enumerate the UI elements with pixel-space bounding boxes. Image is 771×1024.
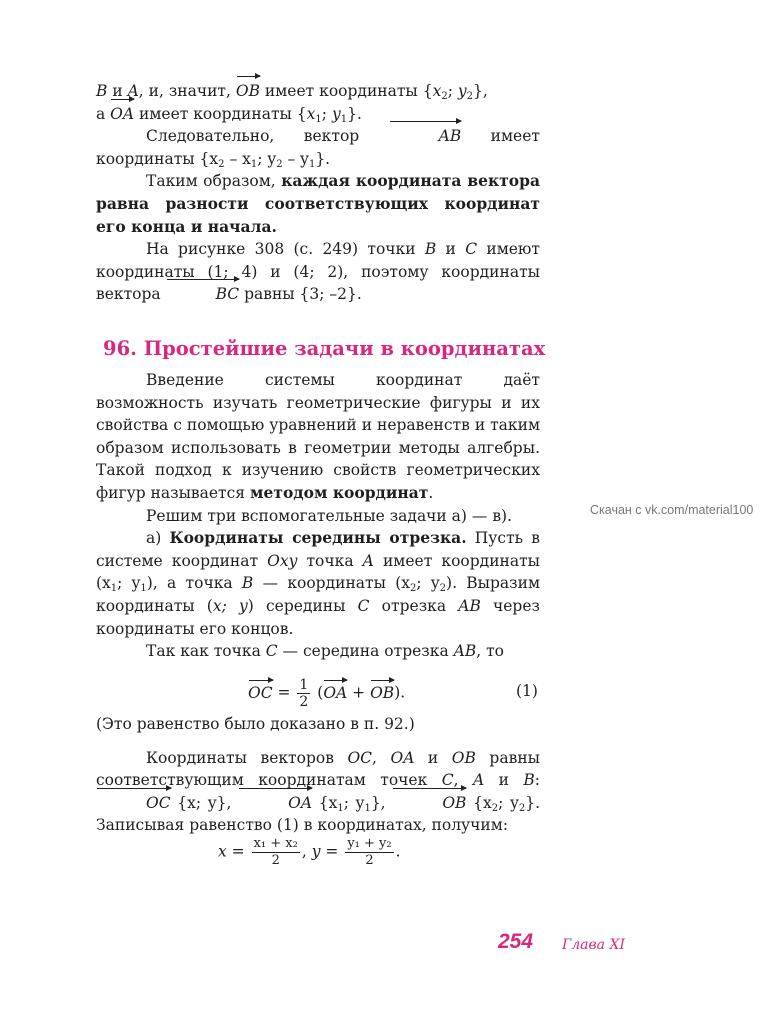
text: , <box>453 771 473 790</box>
point-a: A <box>472 771 485 790</box>
text: ). <box>394 683 406 702</box>
text: На рисунке 308 (с. 249) точки <box>146 240 425 259</box>
section-body-continued <box>96 713 540 837</box>
section-heading: 96. Простейшие задачи в координатах <box>103 337 546 360</box>
var-y: y <box>331 104 341 123</box>
text: {x <box>312 793 338 812</box>
text: ; y <box>343 793 365 812</box>
equation-number: (1) <box>516 682 538 700</box>
text: , и, значит, <box>138 82 236 100</box>
term-coordinate-method: методом координат <box>250 482 429 502</box>
text: {x <box>466 793 492 812</box>
text: Следовательно, вектор <box>146 127 389 146</box>
vector-bc: BC <box>166 283 240 306</box>
text: }. <box>315 149 331 168</box>
text: ( <box>312 683 324 702</box>
var-x: x <box>306 104 316 123</box>
section-body <box>96 369 540 663</box>
reference-note: (Это равенство было доказано в п. 92.) <box>96 715 415 733</box>
point-c: C <box>265 642 278 661</box>
text: , <box>301 842 312 861</box>
point-c: C <box>465 240 478 259</box>
vector-oa: OA <box>323 683 348 702</box>
text: + <box>347 683 371 702</box>
point-b: B <box>241 574 254 593</box>
subscript: 2 <box>491 802 499 814</box>
fraction-y <box>345 836 393 869</box>
subscript: 2 <box>441 91 448 102</box>
text: Так как точка <box>146 642 266 661</box>
text: — координаты (x <box>253 574 411 593</box>
text: отрезка <box>369 596 459 615</box>
text: и <box>484 771 524 790</box>
formula-midpoint-vector <box>248 677 405 710</box>
text: и <box>436 240 466 259</box>
text: . <box>428 483 434 502</box>
subscript: 2 <box>410 583 417 595</box>
fraction-half <box>297 677 310 710</box>
text: Таким образом, <box>146 172 282 191</box>
vector-oc: OC <box>248 683 273 702</box>
subscript: 1 <box>140 583 147 595</box>
point-b: B <box>523 771 535 790</box>
text: }. <box>347 104 362 123</box>
text: через координаты его концов. <box>96 596 540 638</box>
vector-ob: OB <box>370 683 395 702</box>
text: точка <box>297 551 363 570</box>
point-a: A <box>362 551 374 570</box>
text: ), а точка <box>146 574 242 593</box>
subscript: 1 <box>110 583 118 595</box>
text: ; <box>321 104 332 123</box>
subscript: 1 <box>337 802 344 814</box>
subscript: 1 <box>250 158 258 170</box>
denominator: 2 <box>365 853 374 868</box>
denominator: 2 <box>271 853 280 868</box>
text: ; <box>447 82 458 100</box>
var-xy: x; y <box>212 596 248 615</box>
text: имеют координаты (1; 4) и (4; 2), поэтому координаты вектора <box>96 240 540 304</box>
text: = <box>226 842 250 861</box>
text: Записывая равенство (1) в координатах, получим: <box>96 816 509 835</box>
text: . <box>395 842 401 861</box>
text: имеет координаты { <box>259 82 433 100</box>
vector-oa: OA <box>110 103 134 126</box>
numerator: x₁ + x₂ <box>253 836 298 851</box>
vector-ob: OB <box>392 792 466 815</box>
text: , <box>372 748 391 767</box>
paragraph-vector-coords <box>96 80 540 306</box>
var-x: x <box>218 842 227 861</box>
point-a: A <box>127 82 139 100</box>
subscript: 2 <box>466 91 473 102</box>
task-title: Координаты середины отрезка. <box>169 528 467 548</box>
vector-ob: OB <box>236 80 260 103</box>
var-y: y <box>457 82 467 100</box>
var-x: x <box>432 82 442 100</box>
text: }, <box>472 82 488 100</box>
page-number: 254 <box>498 930 534 953</box>
text: = <box>272 683 296 702</box>
watermark-text: Скачан с vk.com/material100 <box>590 503 754 517</box>
task-label: а) <box>146 529 170 548</box>
text: равны {3; –2}. <box>239 285 362 304</box>
text: — середина отрезка <box>277 642 454 661</box>
subscript: 1 <box>364 802 371 814</box>
text: , то <box>476 642 504 661</box>
vector-ab: AB <box>389 125 462 148</box>
vector-name: OB <box>451 748 476 767</box>
text: ; y <box>416 574 440 593</box>
vector-name: OA <box>390 748 415 767</box>
text: а <box>96 104 111 123</box>
subscript: 1 <box>308 158 316 170</box>
system-oxy: Oxy <box>267 551 298 570</box>
denominator: 2 <box>299 694 309 710</box>
text: имеет координаты {x <box>96 127 540 168</box>
text: {x; y}, <box>170 793 239 812</box>
subscript: 2 <box>518 802 526 814</box>
text: ; y <box>257 149 277 168</box>
text: }. <box>525 793 541 812</box>
text: }, <box>370 793 393 812</box>
var-y: y <box>311 842 321 861</box>
text: Введение системы координат даёт возможность изучать геометрические фигуры и их свойства с помощью уравнений и неравенств и таким образом использовать в геометрии методы алгебры. Такой подход к изучению свойств геометрических фигур называется <box>96 371 540 502</box>
subscript: 2 <box>218 158 225 170</box>
text: ; y <box>498 793 519 812</box>
text: ) середины <box>247 596 358 615</box>
point-b: B <box>96 82 108 100</box>
subscript: 2 <box>276 158 283 170</box>
fraction-x <box>252 836 300 869</box>
text: имеет координаты (x <box>96 551 541 593</box>
formula-midpoint-coords <box>218 836 401 869</box>
numerator: y₁ + y₂ <box>347 836 392 851</box>
text: и <box>107 82 128 100</box>
point-b: B <box>424 240 437 259</box>
text: ; y <box>117 574 141 593</box>
vector-oc: OC <box>96 792 171 815</box>
point-c: C <box>441 771 454 790</box>
segment-ab: AB <box>453 642 477 661</box>
point-c: C <box>357 596 370 615</box>
text: : <box>534 771 541 790</box>
text: – x <box>224 149 251 168</box>
text: и <box>414 748 452 767</box>
subscript: 1 <box>315 113 322 125</box>
text: Координаты векторов <box>146 748 348 767</box>
vector-oa: OA <box>238 792 312 815</box>
text: ). Выразим координаты ( <box>96 574 541 615</box>
chapter-label: Глава XI <box>562 937 625 953</box>
rule-statement: каждая координата вектора равна разности соответствующих координат его конца и начала. <box>96 171 540 236</box>
numerator: 1 <box>299 677 309 693</box>
vector-name: OC <box>347 748 373 767</box>
text: равны соответствующим координатам точек <box>96 748 540 790</box>
text: – y <box>282 149 309 168</box>
subscript: 1 <box>340 113 348 125</box>
text: Пусть в системе координат <box>96 529 541 570</box>
text: имеет координаты { <box>134 104 307 123</box>
tasks-intro: Решим три вспомогательные задачи а) — в). <box>146 506 513 525</box>
text: = <box>320 842 344 861</box>
segment-ab: AB <box>458 596 481 615</box>
subscript: 2 <box>439 583 447 595</box>
